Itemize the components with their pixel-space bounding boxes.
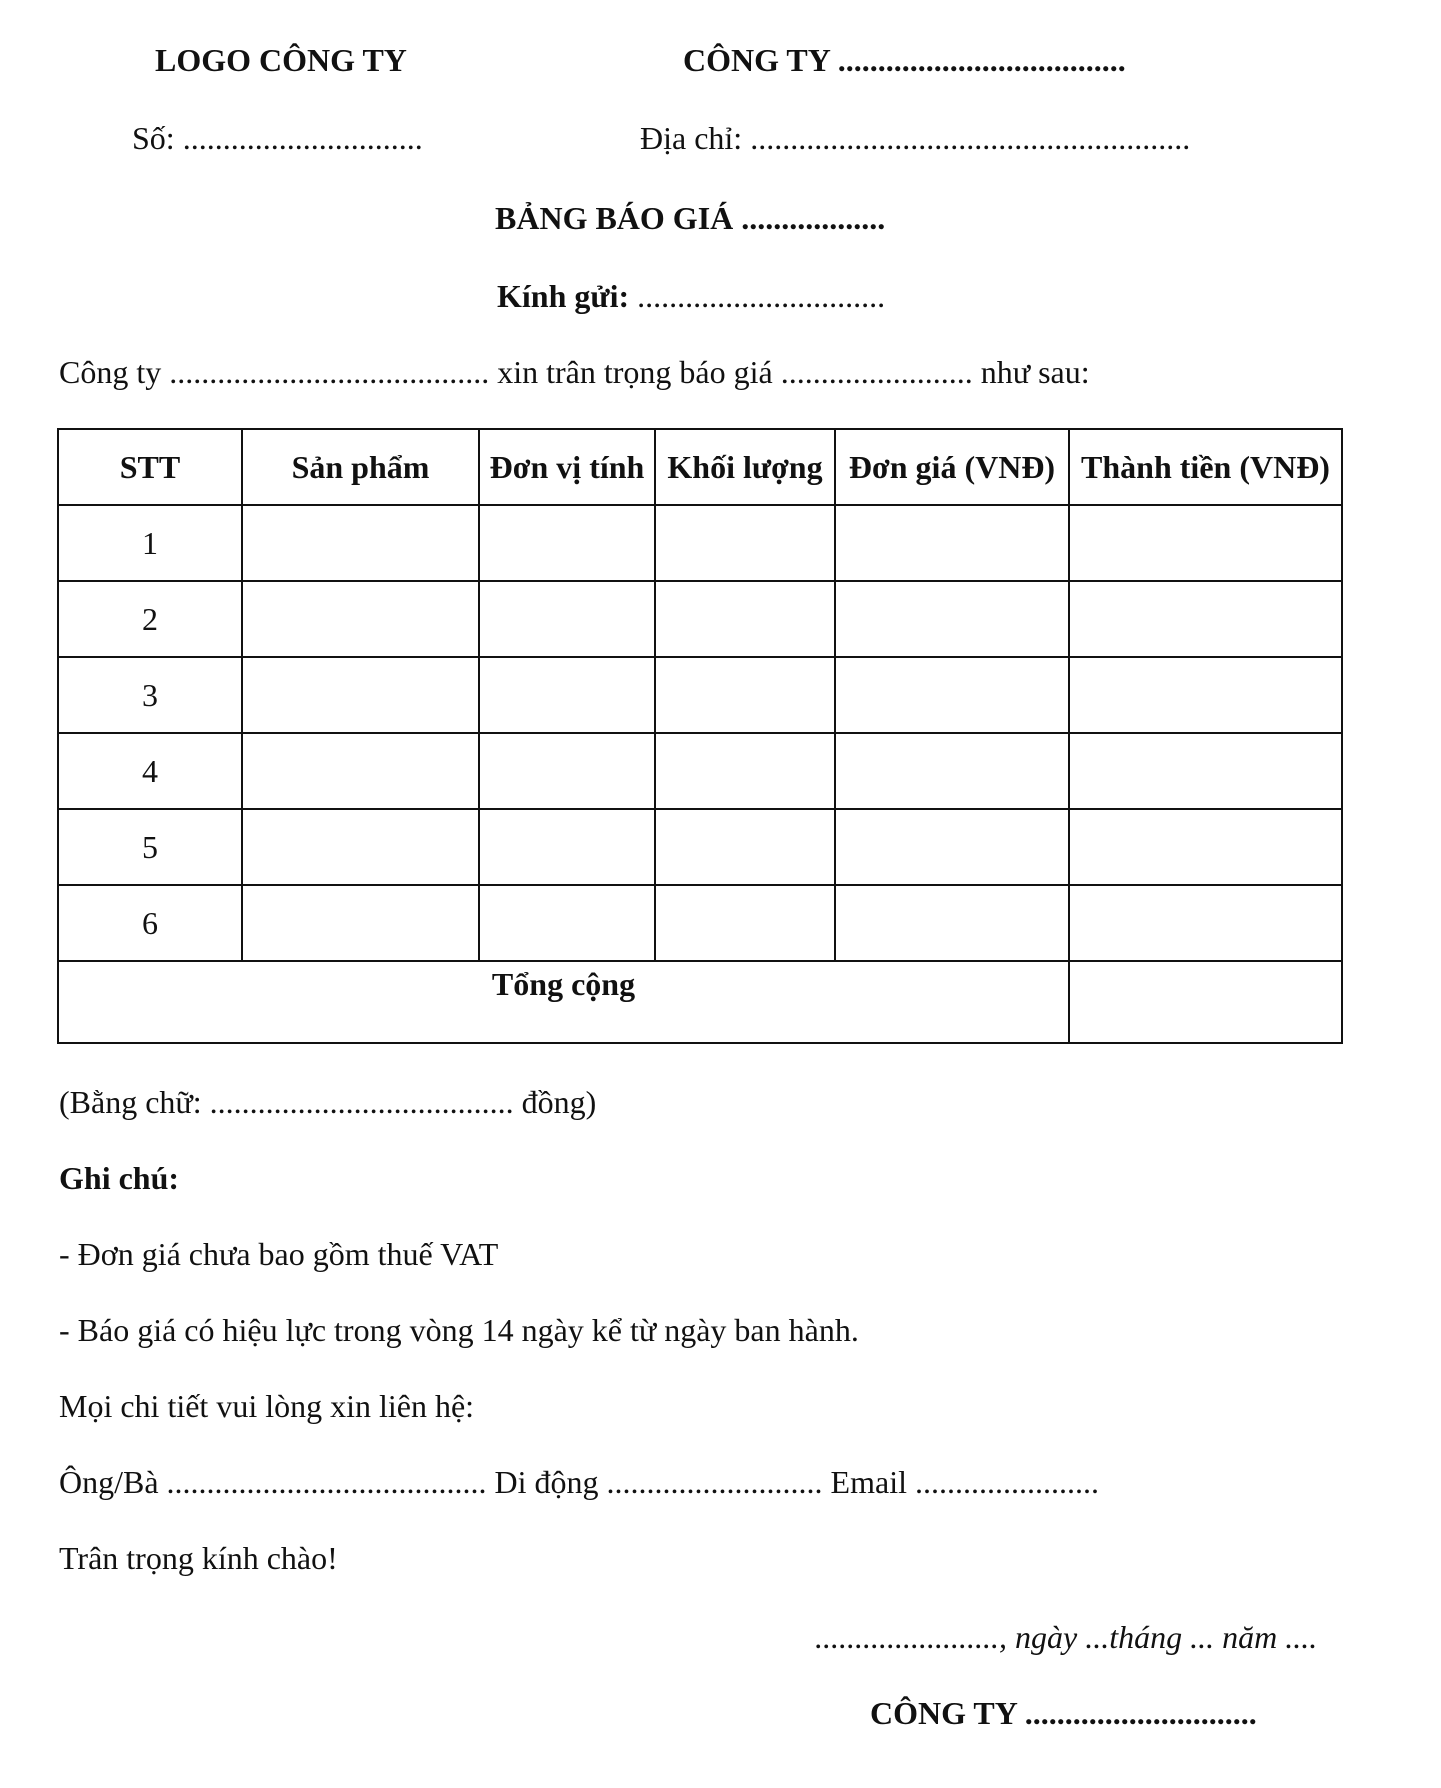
unit-price-cell	[835, 581, 1069, 657]
total-label: Tổng cộng	[58, 961, 1069, 1043]
amount-cell	[1069, 657, 1342, 733]
product-cell	[242, 657, 479, 733]
closing-greeting: Trân trọng kính chào!	[59, 1540, 338, 1576]
header-cell-product: Sản phẩm	[242, 429, 479, 505]
quantity-cell	[655, 809, 835, 885]
unit-price-cell	[835, 505, 1069, 581]
quantity-cell	[655, 657, 835, 733]
quantity-cell	[655, 505, 835, 581]
table-row	[58, 581, 1342, 657]
header-cell-unit-price: Đơn giá (VNĐ)	[835, 429, 1069, 505]
company-name-line: CÔNG TY ....................................	[683, 42, 1126, 78]
unit-cell	[479, 581, 655, 657]
unit-cell	[479, 733, 655, 809]
table-row	[58, 505, 1342, 581]
product-cell	[242, 809, 479, 885]
amount-cell	[1069, 885, 1342, 961]
quantity-cell	[655, 885, 835, 961]
date-line: ......................., ngày ...tháng ... năm ....	[815, 1619, 1318, 1655]
unit-cell	[479, 809, 655, 885]
table-row	[58, 657, 1342, 733]
note-item: - Báo giá có hiệu lực trong vòng 14 ngày kể từ ngày ban hành.	[59, 1312, 859, 1348]
company-address-line: Địa chỉ: .......................................................	[640, 120, 1191, 156]
recipient-line	[497, 278, 885, 314]
unit-price-cell	[835, 733, 1069, 809]
unit-price-cell	[835, 885, 1069, 961]
recipient-dots: ...............................	[629, 278, 886, 314]
unit-cell	[479, 505, 655, 581]
header-cell-unit: Đơn vị tính	[479, 429, 655, 505]
document-title: BẢNG BÁO GIÁ ..................	[495, 200, 886, 236]
row-number: 4	[58, 733, 242, 809]
unit-price-cell	[835, 809, 1069, 885]
amount-cell	[1069, 733, 1342, 809]
amount-cell	[1069, 505, 1342, 581]
table-row	[58, 809, 1342, 885]
product-cell	[242, 885, 479, 961]
product-cell	[242, 505, 479, 581]
unit-cell	[479, 885, 655, 961]
amount-in-words-line: (Bằng chữ: ...................................... đồng)	[59, 1084, 597, 1120]
notes-heading: Ghi chú:	[59, 1160, 180, 1196]
unit-cell	[479, 657, 655, 733]
quantity-cell	[655, 581, 835, 657]
row-number: 1	[58, 505, 242, 581]
row-number: 6	[58, 885, 242, 961]
product-cell	[242, 581, 479, 657]
note-item: - Đơn giá chưa bao gồm thuế VAT	[59, 1236, 499, 1272]
unit-price-cell	[835, 657, 1069, 733]
product-cell	[242, 733, 479, 809]
company-logo-label: LOGO CÔNG TY	[155, 42, 407, 78]
total-row	[58, 961, 1342, 1043]
row-number: 3	[58, 657, 242, 733]
amount-cell	[1069, 809, 1342, 885]
quotation-table	[57, 428, 1343, 1044]
row-number: 5	[58, 809, 242, 885]
intro-paragraph: Công ty ........................................ xin trân trọng báo giá ........................ như sau:	[59, 354, 1090, 390]
table-header-row	[58, 429, 1342, 505]
header-cell-quantity: Khối lượng	[655, 429, 835, 505]
document-number-line: Số: ..............................	[132, 120, 423, 156]
quantity-cell	[655, 733, 835, 809]
header-cell-stt: STT	[58, 429, 242, 505]
signature-company-line: CÔNG TY .............................	[870, 1695, 1257, 1731]
recipient-label: Kính gửi:	[497, 278, 630, 314]
amount-cell	[1069, 581, 1342, 657]
table-row	[58, 885, 1342, 961]
contact-line: Ông/Bà ........................................ Di động ........................... Email .......................	[59, 1464, 1099, 1500]
header-cell-amount: Thành tiền (VNĐ)	[1069, 429, 1342, 505]
table-row	[58, 733, 1342, 809]
row-number: 2	[58, 581, 242, 657]
contact-lead: Mọi chi tiết vui lòng xin liên hệ:	[59, 1388, 475, 1424]
total-amount-cell	[1069, 961, 1342, 1043]
